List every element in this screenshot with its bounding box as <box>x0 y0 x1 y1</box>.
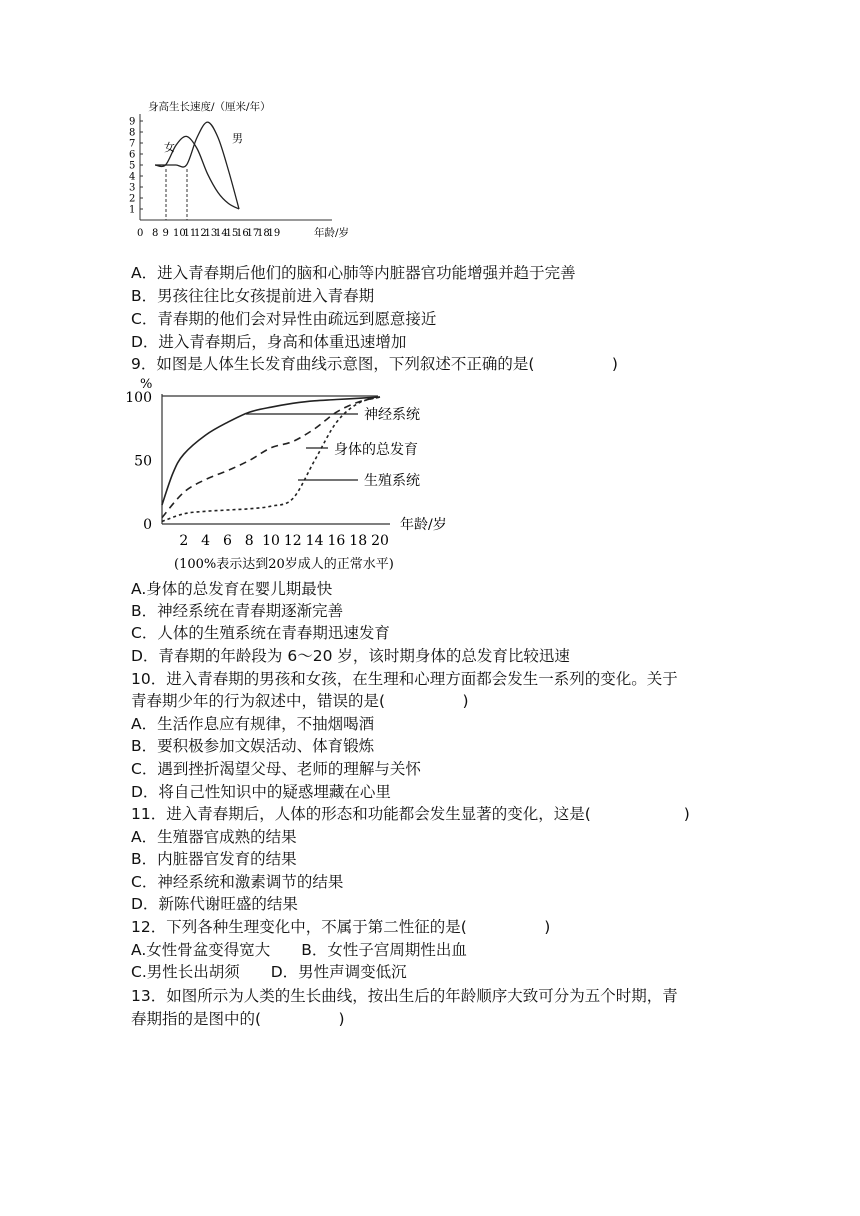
question-13: 13．如图所示为人类的生长曲线，按出生后的年龄顺序大致可分为五个时期，青 <box>131 987 678 1005</box>
option-b: B．男孩往往比女孩提前进入青春期 <box>131 287 375 305</box>
x-tick-label: 17 <box>246 228 260 239</box>
x-tick-label: 10 <box>262 533 280 549</box>
q9-option-b: B．神经系统在青春期逐渐完善 <box>131 602 344 620</box>
q10-option-d: D．将自己性知识中的疑惑埋藏在心里 <box>131 783 391 801</box>
y-tick-label: 5 <box>129 160 136 172</box>
y-tick-label: 4 <box>129 171 136 183</box>
y-tick-label: 0 <box>143 517 152 533</box>
chart1-ylabel: 身高生长速度/（厘米/年） <box>148 101 271 113</box>
y-tick-label: 7 <box>129 138 136 150</box>
chart1-xlabel: 年龄/岁 <box>314 227 350 239</box>
x-tick-label: 12 <box>283 533 302 549</box>
question-13-cont: 春期指的是图中的( ) <box>131 1010 345 1028</box>
x-tick-label: 14 <box>305 533 324 549</box>
x-tick-label: 10 <box>173 228 186 239</box>
x-tick-label: 19 <box>267 228 281 239</box>
y-tick-label: 50 <box>134 453 152 470</box>
x-tick-label: 6 <box>222 533 232 549</box>
x-tick-label: 20 <box>371 533 389 549</box>
q9-option-a: A.身体的总发育在婴儿期最快 <box>131 580 333 598</box>
x-tick-label: 8 <box>244 533 254 549</box>
question-10-cont: 青春期少年的行为叙述中，错误的是( ) <box>131 692 469 710</box>
q12-options-ab: A.女性骨盆变得宽大 B．女性子宫周期性出血 <box>131 941 467 959</box>
chart1-y-ticks <box>129 117 143 216</box>
q10-option-a: A．生活作息应有规律，不抽烟喝酒 <box>131 715 375 733</box>
x-tick-label: 11 <box>183 228 197 239</box>
series-label-body: 身体的总发育 <box>334 442 418 458</box>
q11-option-c: C．神经系统和激素调节的结果 <box>131 873 344 891</box>
y-tick-label: 8 <box>129 127 136 139</box>
q11-option-d: D．新陈代谢旺盛的结果 <box>131 895 298 913</box>
chart2-note: (100%表示达到20岁成人的正常水平) <box>174 557 394 572</box>
series-label-reproductive: 生殖系统 <box>364 473 420 489</box>
q10-option-c: C．遇到挫折渴望父母、老师的理解与关怀 <box>131 760 421 778</box>
option-c: C．青春期的他们会对异性由疏远到愿意接近 <box>131 310 437 328</box>
option-d: D．进入青春期后，身高和体重迅速增加 <box>131 333 407 351</box>
x-tick-label: 16 <box>327 533 346 549</box>
series-line-reproductive <box>162 397 380 521</box>
y-tick-label: 100 <box>125 390 152 406</box>
series-line-boy <box>155 122 239 209</box>
chart2-xlabel: 年龄/岁 <box>400 517 447 533</box>
y-tick-label: 9 <box>129 116 136 128</box>
y-tick-label: 6 <box>129 149 136 161</box>
q11-option-b: B．内脏器官发育的结果 <box>131 850 297 868</box>
x-tick-label: 14 <box>215 228 228 239</box>
x-tick-label: 18 <box>257 228 270 239</box>
growth-speed-chart <box>126 96 366 246</box>
q12-options-cd: C.男性长出胡须 D．男性声调变低沉 <box>131 963 407 981</box>
x-tick-label: 15 <box>225 228 239 239</box>
y-tick-label: 1 <box>129 204 136 216</box>
x-tick-label: 12 <box>194 228 207 239</box>
question-12: 12．下列各种生理变化中，不属于第二性征的是( ) <box>131 918 551 936</box>
x-tick-label: 4 <box>201 533 211 549</box>
series-label-boy: 男 <box>232 132 243 145</box>
q11-option-a: A．生殖器官成熟的结果 <box>131 828 297 846</box>
q9-option-c: C．人体的生殖系统在青春期迅速发育 <box>131 624 390 642</box>
x-tick-label: 2 <box>179 533 189 549</box>
chart1-x-ticks <box>137 228 280 239</box>
chart2-y-ticks <box>125 390 152 533</box>
x-tick-label: 0 <box>137 228 144 239</box>
x-tick-label: 16 <box>236 228 249 239</box>
y-tick-label: 2 <box>129 193 136 205</box>
x-tick-label: 18 <box>349 533 368 549</box>
question-11: 11．进入青春期后，人体的形态和功能都会发生显著的变化，这是( ) <box>131 805 690 823</box>
x-tick-label: 8 <box>152 228 159 239</box>
option-a: A．进入青春期后他们的脑和心肺等内脏器官功能增强并趋于完善 <box>131 264 576 282</box>
chart2-x-ticks <box>179 533 389 549</box>
x-tick-label: 13 <box>204 228 218 239</box>
series-label-nervous: 神经系统 <box>364 407 420 423</box>
question-10: 10．进入青春期的男孩和女孩，在生理和心理方面都会发生一系列的变化。关于 <box>131 670 678 688</box>
y-tick-label: 3 <box>129 182 136 194</box>
q9-option-d: D．青春期的年龄段为 6～20 岁，该时期身体的总发育比较迅速 <box>131 647 570 665</box>
q10-option-b: B．要积极参加文娱活动、体育锻炼 <box>131 737 375 755</box>
series-label-girl: 女 <box>164 141 175 154</box>
chart2-ylabel: % <box>140 377 153 392</box>
development-curve-chart <box>125 372 458 577</box>
x-tick-label: 9 <box>162 228 169 239</box>
question-9: 9．如图是人体生长发育曲线示意图，下列叙述不正确的是( ) <box>131 355 618 373</box>
